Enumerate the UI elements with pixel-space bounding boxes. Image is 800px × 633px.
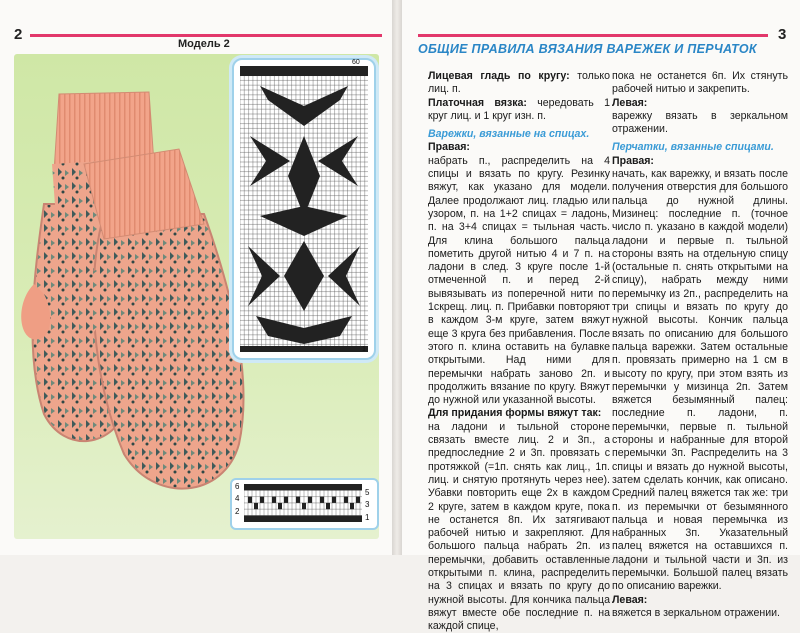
glove-paragraph: начать, как варежку, и вязать после получения отверстия для большого пальца до нужной длины. Мизинец: последние п. (точное число п. указано в каждой модели) ладони и первые п. тыльной стороны взять на отдельную спицу (остальные п. снять открытыми на спицу), набрать между ними перемычку из 2п., распределить на три спицы и вязать по кругу до нужной высоты. Кончик пальца вязать по описанию для большого пальца варежки. Затем остальные п. провязать примерно на 1 см в высоту по кругу, при этом взять из перемычки у мизинца 2п. Затем вяжется безымянный палец: последние п. ладони, п. перемычки, первые п. тыльной стороны и набранные для второй перемычки 3п. Распределить на 3 спицы и вязать до нужной высоты, затем сделать кончик, как описано. Средний палец вяжется так же: три п. из перемычки от безымянного пальца и новая перемычка из набранных 3п. Указательный палец вяжется на оставшихся п. ладони и тыльной части и 3п. из перемычки. Большой палец вязать по описанию варежки. xyxy=(612,168,788,593)
stripe-chart xyxy=(230,478,379,530)
stripe-row-3: 3 xyxy=(365,500,370,509)
book-gutter xyxy=(392,0,402,555)
left-glove-label: Левая: xyxy=(612,593,648,606)
stripe-row-5: 5 xyxy=(365,488,370,497)
model-label: Модель 2 xyxy=(178,38,230,50)
page-title: ОБЩИЕ ПРАВИЛА ВЯЗАНИЯ ВАРЕЖЕК И ПЕРЧАТОК xyxy=(418,42,757,56)
mitten-paragraph-1: набрать п., распределить на 4 спицы и вязать по кругу. Резинку вяжут, как указано для модели. Далее продолжают лиц. гладью или узором, п. на 1+2 спицах = ладонь, п. на 3+4 спицах = тыльная часть. Для клина большого пальца пометить другой нитью 4 и 7 п. на ладони в след. 3 круге после 1-й отмеченной п. и перед 2-й вывязывать из поперечной нити по 1скрещ. лиц. п. Прибавки повторяют в каждом 3-м круге, затем вяжут еще 3 круга без прибавления. После этого п. клина оставить на булавке открытыми. Над ними для перемычки набрать заново 2п. и продолжить вязание по кругу. Вяжут до нужной или указанной высоты. xyxy=(428,154,610,407)
garter-label: Платочная вязка: xyxy=(428,96,527,109)
page-number-right: 3 xyxy=(778,26,787,43)
mitten-paragraph-cont: пока не останется 6п. Их стянуть рабочей нитью и закрепить. xyxy=(612,70,788,96)
pattern-chart-grid xyxy=(240,66,368,352)
page-number-left: 2 xyxy=(14,26,23,43)
left-mitten-text: варежку вязать в зеркальном отражении. xyxy=(612,109,788,136)
stockinette-label: Лицевая гладь по кругу: xyxy=(428,70,570,82)
header-rule-right xyxy=(418,34,768,37)
text-column-1 xyxy=(428,70,610,633)
stripe-row-2: 2 xyxy=(235,507,240,516)
text-column-2 xyxy=(612,70,788,620)
garter-text: чередовать 1 круг лиц. и 1 круг изн. п. xyxy=(428,96,610,122)
left-glove-text: вяжется в зеркальном отражении. xyxy=(612,606,781,619)
chart-row-bottom: 1 xyxy=(362,346,366,353)
section-heading-mittens: Варежки, вязанные на спицах. xyxy=(428,128,590,141)
mitten-paragraph-2: на ладони и тыльной стороне связать вместе лиц. 2 и 3п., а предпоследние 2 и 3п. провязать с протяжкой (=1п. снять как лиц., 1п. лиц. и снятую протянуть через нее). Убавки повторить еще 2х в каждом 2 круге, затем в каждом круге, пока не останется 8п. Их затягивают рабочей нитью и закрепляют. Для большого пальца набрать 2п. из перемычки, добавить оставленные открытыми п. клина, распределить на 3 спицах и вязать по кругу до нужной высоты. Для кончика пальца вяжут вместе обе последние п. на каждой спице, xyxy=(428,420,610,633)
header-rule-left xyxy=(30,34,382,37)
section-heading-gloves: Перчатки, вязанные спицами. xyxy=(612,141,774,154)
right-mitten-label: Правая: xyxy=(428,141,470,154)
stockinette-text: только лиц. п. xyxy=(428,70,610,96)
stripe-row-4: 4 xyxy=(235,494,240,503)
stripe-chart-grid xyxy=(244,484,362,522)
stripe-row-1: 1 xyxy=(365,513,370,522)
left-mitten-label: Левая: xyxy=(612,96,648,109)
stripe-row-6: 6 xyxy=(235,482,240,491)
shaping-label: Для придания формы вяжут так: xyxy=(428,407,602,420)
right-glove-label: Правая: xyxy=(612,154,654,167)
chart-row-top: 60 xyxy=(352,59,360,66)
pattern-chart xyxy=(232,58,376,360)
